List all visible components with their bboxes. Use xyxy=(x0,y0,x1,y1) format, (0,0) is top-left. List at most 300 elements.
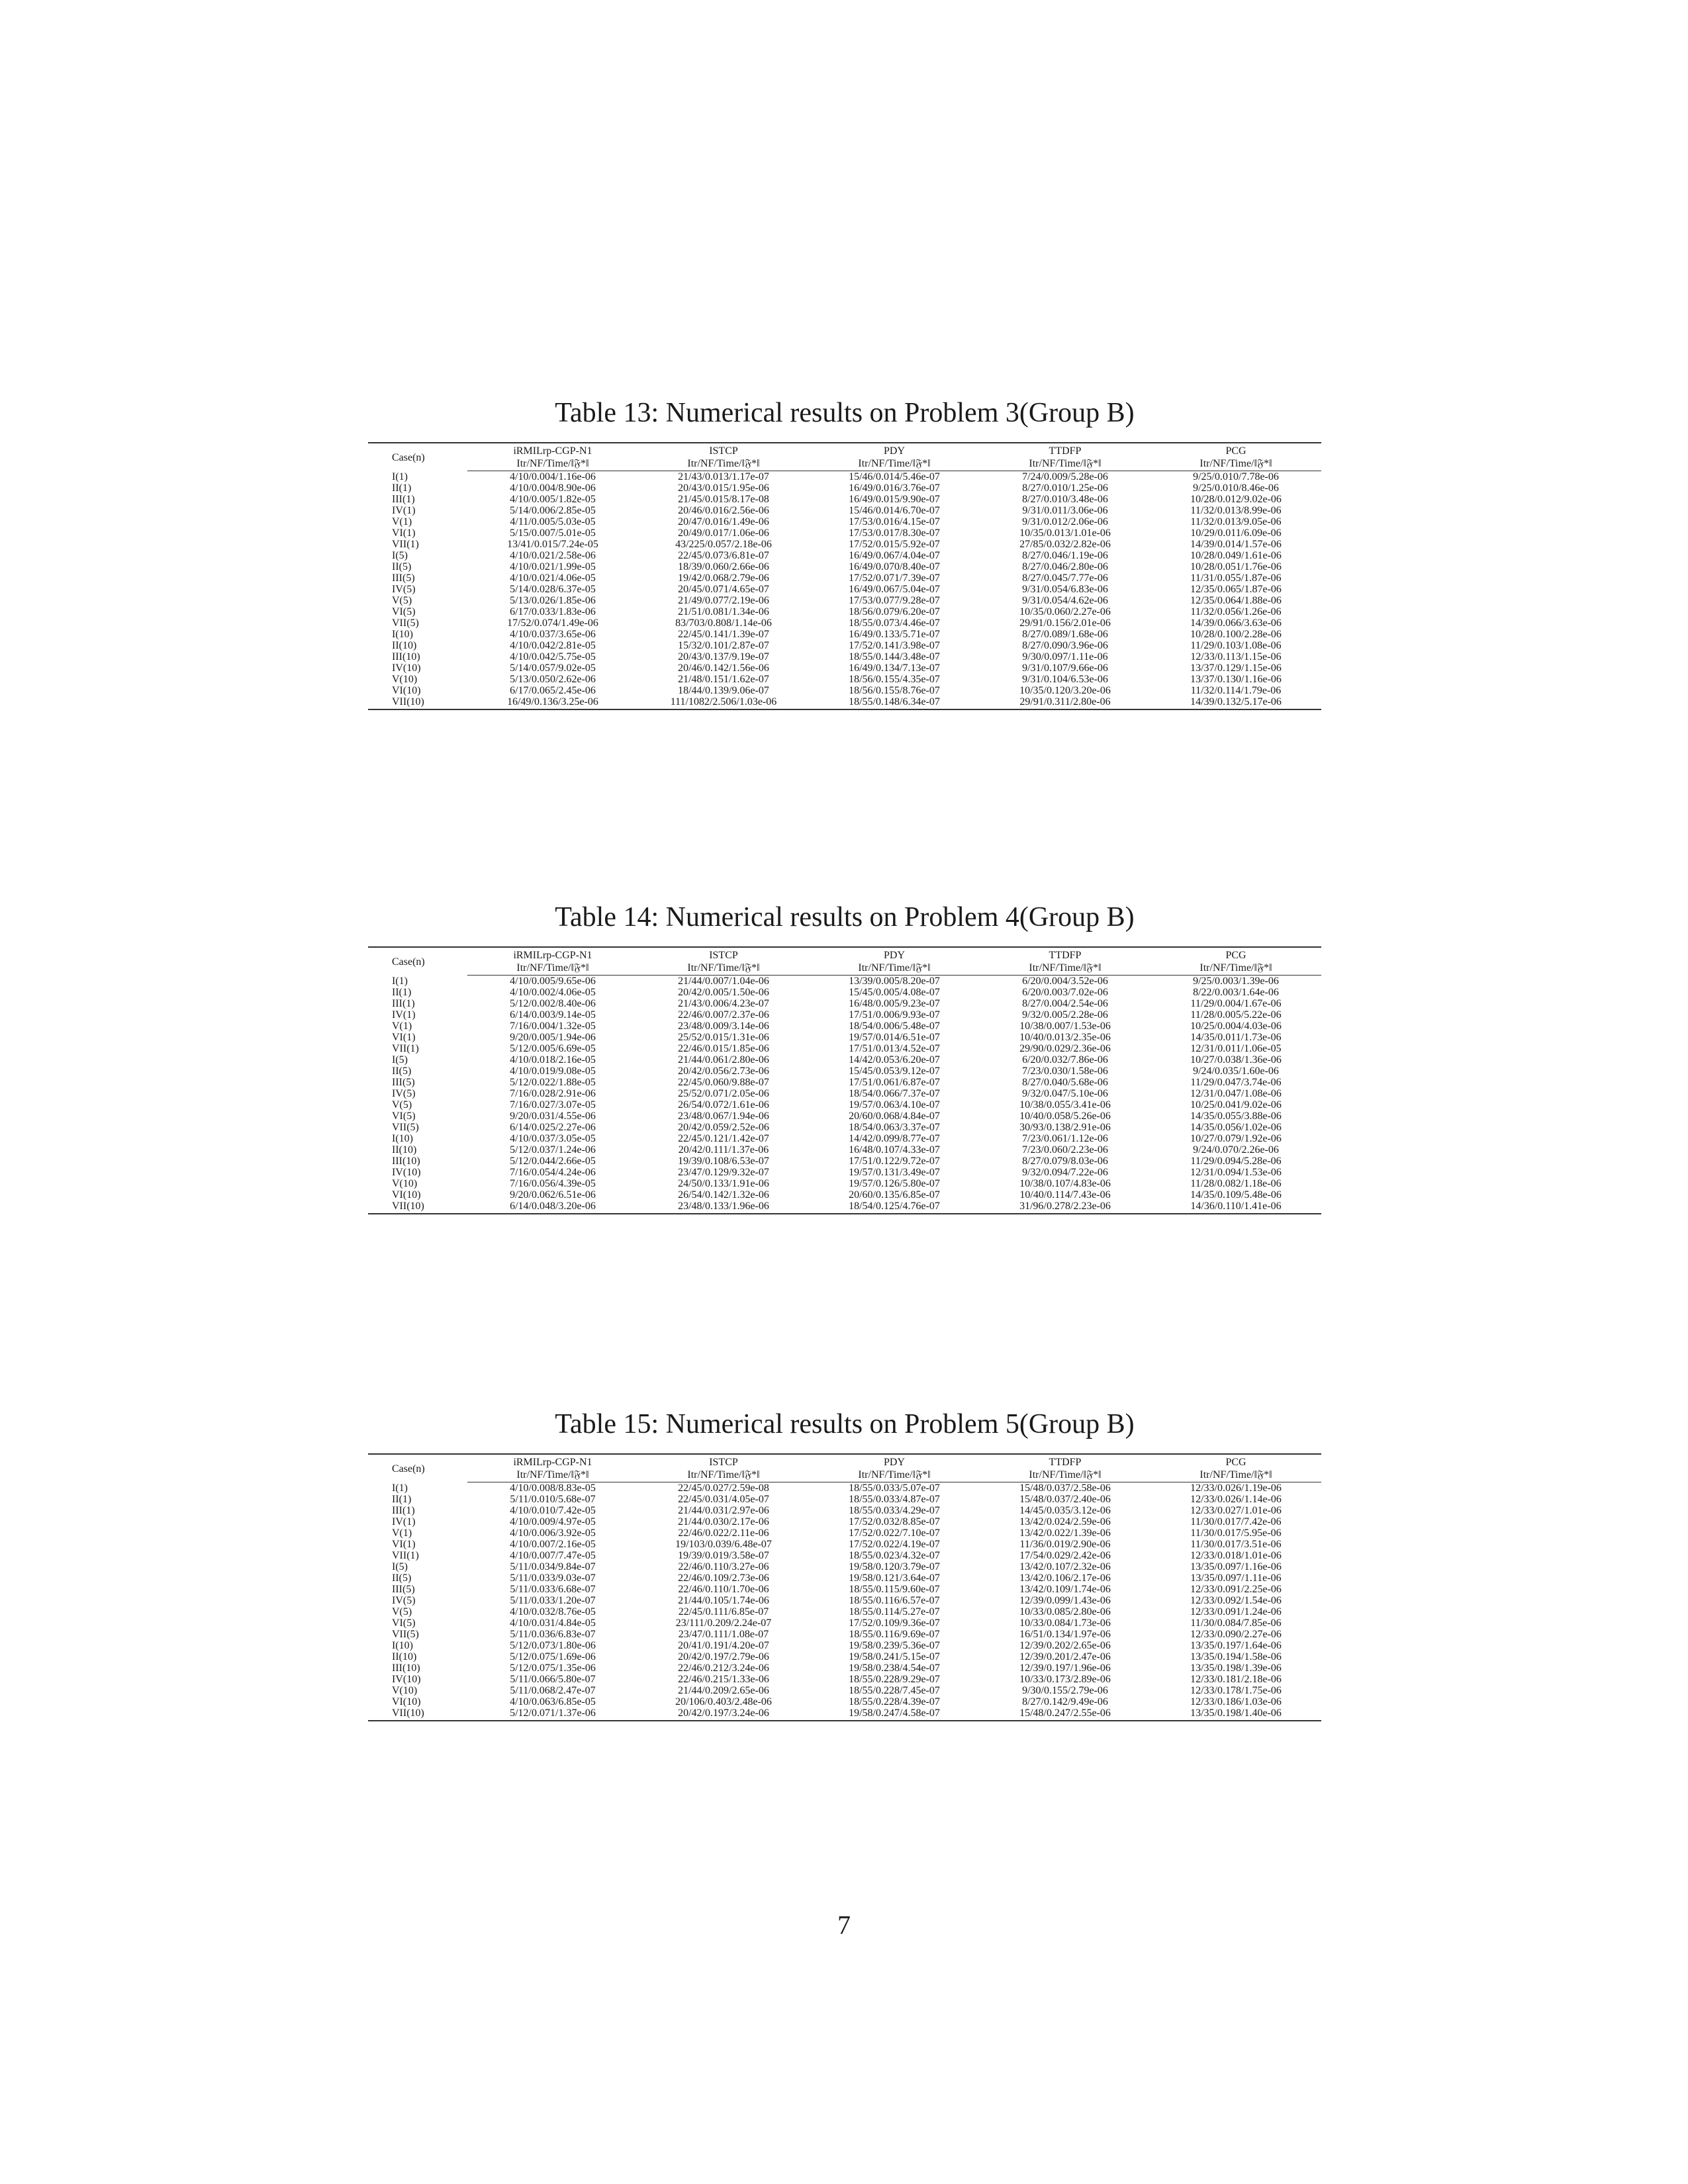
table-caption: Table 14: Numerical results on Problem 4(Group B) xyxy=(555,902,1135,933)
result-cell: 4/10/0.021/1.99e-05 xyxy=(510,561,596,572)
result-cell: 5/11/0.033/9.03e-07 xyxy=(510,1572,596,1584)
result-cell: 4/10/0.007/7.47e-05 xyxy=(510,1550,596,1561)
metric-subheader: Itr/NF/Time/‖𝔉*‖ xyxy=(809,962,980,976)
result-cell: 8/27/0.142/9.49e-06 xyxy=(1022,1696,1108,1707)
result-cell: 22/46/0.110/1.70e-06 xyxy=(678,1584,769,1595)
result-cell: 4/10/0.005/1.82e-05 xyxy=(510,494,596,505)
table-row xyxy=(368,617,1321,629)
result-cell: 10/40/0.058/5.26e-06 xyxy=(1019,1111,1111,1122)
result-cell: 11/29/0.094/5.28e-06 xyxy=(1190,1156,1282,1167)
method-header: iRMILrp-CGP-N1 xyxy=(467,443,638,457)
case-label-cell: VII(10) xyxy=(368,1201,467,1214)
table-row xyxy=(368,640,1321,651)
table-row xyxy=(368,1606,1321,1617)
result-cell: 16/48/0.005/9.23e-07 xyxy=(849,998,940,1009)
result-cell: 10/28/0.051/1.76e-06 xyxy=(1190,561,1282,572)
result-cell: 13/37/0.129/1.15e-06 xyxy=(1190,662,1282,674)
result-cell: 14/35/0.109/5.48e-06 xyxy=(1190,1189,1282,1201)
result-cell: 8/27/0.010/3.48e-06 xyxy=(1022,494,1108,505)
result-cell: 17/51/0.122/9.72e-07 xyxy=(849,1156,940,1167)
result-cell: 18/55/0.116/9.69e-07 xyxy=(849,1629,940,1640)
result-cell: 9/30/0.155/2.79e-06 xyxy=(1022,1685,1108,1696)
result-cell: 12/35/0.064/1.88e-06 xyxy=(1190,595,1282,606)
result-cell: 18/55/0.116/6.57e-07 xyxy=(849,1595,940,1606)
result-cell: 17/51/0.006/9.93e-07 xyxy=(849,1009,940,1021)
result-cell: 5/14/0.006/2.85e-05 xyxy=(510,505,596,516)
result-cell: 25/52/0.015/1.31e-06 xyxy=(678,1032,769,1043)
result-cell: 14/39/0.066/3.63e-06 xyxy=(1190,617,1282,629)
result-cell: 5/12/0.075/1.35e-06 xyxy=(510,1662,596,1674)
case-label-cell: I(5) xyxy=(392,1054,408,1066)
result-cell: 20/42/0.056/2.73e-06 xyxy=(678,1066,769,1077)
result-cell: 17/54/0.029/2.42e-06 xyxy=(1019,1550,1111,1561)
result-cell: 16/49/0.133/5.71e-07 xyxy=(849,629,940,640)
table-row xyxy=(368,595,1321,606)
result-cell: 5/12/0.022/1.88e-05 xyxy=(510,1077,596,1088)
result-cell: 10/38/0.007/1.53e-06 xyxy=(1019,1021,1111,1032)
result-cell: 19/57/0.131/3.49e-07 xyxy=(849,1167,940,1178)
result-cell: 22/45/0.031/4.05e-07 xyxy=(678,1494,769,1505)
result-cell: 5/11/0.033/1.20e-07 xyxy=(510,1595,596,1606)
result-cell: 12/31/0.094/1.53e-06 xyxy=(1190,1167,1282,1178)
result-cell: 10/33/0.173/2.89e-06 xyxy=(1019,1674,1111,1685)
method-header: PCG xyxy=(1150,947,1321,962)
result-cell: 17/52/0.015/5.92e-07 xyxy=(849,539,940,550)
case-label-cell: II(1) xyxy=(392,987,412,998)
case-label-cell: V(5) xyxy=(392,1099,412,1111)
result-cell: 22/45/0.073/6.81e-07 xyxy=(678,550,769,561)
page-number: 7 xyxy=(837,1910,851,1940)
method-header: PDY xyxy=(809,443,980,457)
table-row xyxy=(368,572,1321,584)
table-row xyxy=(368,1629,1321,1640)
table-row xyxy=(368,1685,1321,1696)
table-row xyxy=(368,1516,1321,1527)
result-cell: 6/14/0.025/2.27e-06 xyxy=(510,1122,596,1133)
result-cell: 10/25/0.004/4.03e-06 xyxy=(1190,1021,1282,1032)
result-cell: 6/14/0.003/9.14e-05 xyxy=(510,1009,596,1021)
result-cell: 21/44/0.007/1.04e-06 xyxy=(678,976,769,987)
result-cell: 7/16/0.027/3.07e-05 xyxy=(510,1099,596,1111)
result-cell: 21/43/0.013/1.17e-07 xyxy=(678,471,769,482)
case-label-cell: III(10) xyxy=(392,1662,420,1674)
result-cell: 19/58/0.121/3.64e-07 xyxy=(849,1572,940,1584)
result-cell: 22/46/0.015/1.85e-06 xyxy=(678,1043,769,1054)
result-cell: 9/20/0.062/6.51e-06 xyxy=(510,1189,596,1201)
result-cell: 5/11/0.034/9.84e-07 xyxy=(510,1561,596,1572)
result-cell: 31/96/0.278/2.23e-06 xyxy=(980,1201,1150,1214)
case-label-cell: VI(1) xyxy=(392,1032,416,1043)
result-cell: 12/33/0.026/1.19e-06 xyxy=(1190,1482,1282,1494)
result-cell: 4/10/0.063/6.85e-05 xyxy=(510,1696,596,1707)
result-cell: 4/10/0.004/1.16e-06 xyxy=(510,471,596,482)
result-cell: 18/55/0.148/6.34e-07 xyxy=(809,696,980,709)
table-row xyxy=(368,662,1321,674)
result-cell: 22/46/0.212/3.24e-06 xyxy=(678,1662,769,1674)
table-row xyxy=(368,1189,1321,1201)
case-label-cell: IV(5) xyxy=(392,584,416,595)
result-cell: 14/35/0.055/3.88e-06 xyxy=(1190,1111,1282,1122)
result-cell: 12/33/0.178/1.75e-06 xyxy=(1190,1685,1282,1696)
results-table xyxy=(368,1453,1321,1721)
result-cell: 19/103/0.039/6.48e-07 xyxy=(675,1539,772,1550)
result-cell: 12/33/0.113/1.15e-06 xyxy=(1190,651,1282,662)
result-cell: 18/55/0.228/9.29e-07 xyxy=(849,1674,940,1685)
result-cell: 5/11/0.066/5.80e-07 xyxy=(510,1674,596,1685)
result-cell: 9/31/0.107/9.66e-06 xyxy=(1022,662,1108,674)
case-label-cell: I(5) xyxy=(392,1561,408,1572)
result-cell: 20/42/0.005/1.50e-06 xyxy=(678,987,769,998)
case-label-cell: III(10) xyxy=(392,1156,420,1167)
result-cell: 11/29/0.047/3.74e-06 xyxy=(1190,1077,1282,1088)
table-caption: Table 13: Numerical results on Problem 3(Group B) xyxy=(555,398,1135,428)
result-cell: 20/43/0.137/9.19e-07 xyxy=(678,651,769,662)
result-cell: 12/33/0.027/1.01e-06 xyxy=(1190,1505,1282,1516)
case-label-cell: I(10) xyxy=(392,1133,413,1144)
case-label-cell: V(10) xyxy=(392,1685,418,1696)
result-cell: 18/55/0.144/3.48e-07 xyxy=(849,651,940,662)
table-row xyxy=(368,1640,1321,1651)
table-row xyxy=(368,998,1321,1009)
result-cell: 5/11/0.010/5.68e-07 xyxy=(510,1494,596,1505)
result-cell: 17/51/0.013/4.52e-07 xyxy=(849,1043,940,1054)
result-cell: 21/44/0.031/2.97e-06 xyxy=(678,1505,769,1516)
case-label-cell: V(5) xyxy=(392,1606,412,1617)
result-cell: 20/106/0.403/2.48e-06 xyxy=(675,1696,772,1707)
result-cell: 18/55/0.073/4.46e-07 xyxy=(849,617,940,629)
result-cell: 5/11/0.033/6.68e-07 xyxy=(510,1584,596,1595)
result-cell: 26/54/0.072/1.61e-06 xyxy=(678,1099,769,1111)
result-cell: 20/47/0.016/1.49e-06 xyxy=(678,516,769,527)
result-cell: 4/10/0.004/8.90e-06 xyxy=(510,482,596,494)
result-cell: 9/31/0.054/4.62e-06 xyxy=(1022,595,1108,606)
result-cell: 9/31/0.012/2.06e-06 xyxy=(1022,516,1108,527)
result-cell: 15/48/0.247/2.55e-06 xyxy=(980,1707,1150,1721)
result-cell: 8/27/0.004/2.54e-06 xyxy=(1022,998,1108,1009)
table-row xyxy=(368,1077,1321,1088)
table-row xyxy=(368,1696,1321,1707)
metric-subheader: Itr/NF/Time/‖𝔉*‖ xyxy=(1150,457,1321,471)
result-cell: 10/38/0.055/3.41e-06 xyxy=(1019,1099,1111,1111)
method-header: PCG xyxy=(1150,1454,1321,1469)
case-label-cell: II(5) xyxy=(392,561,412,572)
table-14-block xyxy=(368,900,1321,1214)
table-row xyxy=(368,550,1321,561)
table-row xyxy=(368,1494,1321,1505)
case-label-cell: I(10) xyxy=(392,629,413,640)
table-row xyxy=(368,527,1321,539)
result-cell: 21/44/0.105/1.74e-06 xyxy=(678,1595,769,1606)
metric-subheader: Itr/NF/Time/‖𝔉*‖ xyxy=(638,962,809,976)
table-row xyxy=(368,674,1321,685)
case-label-cell: VII(1) xyxy=(392,539,419,550)
result-cell: 18/54/0.066/7.37e-07 xyxy=(849,1088,940,1099)
method-header: TTDFP xyxy=(980,947,1150,962)
result-cell: 6/20/0.004/3.52e-06 xyxy=(1022,976,1108,987)
result-cell: 8/27/0.045/7.77e-06 xyxy=(1022,572,1108,584)
result-cell: 4/10/0.037/3.05e-05 xyxy=(510,1133,596,1144)
result-cell: 21/44/0.030/2.17e-06 xyxy=(678,1516,769,1527)
result-cell: 11/32/0.114/1.79e-06 xyxy=(1190,685,1282,696)
table-row xyxy=(368,1707,1321,1721)
case-label-cell: I(10) xyxy=(392,1640,413,1651)
table-row xyxy=(368,1482,1321,1494)
result-cell: 20/60/0.068/4.84e-07 xyxy=(849,1111,940,1122)
result-cell: 12/33/0.091/2.25e-06 xyxy=(1190,1584,1282,1595)
table-row xyxy=(368,976,1321,987)
result-cell: 13/37/0.130/1.16e-06 xyxy=(1190,674,1282,685)
result-cell: 17/52/0.141/3.98e-07 xyxy=(849,640,940,651)
result-cell: 16/48/0.107/4.33e-07 xyxy=(849,1144,940,1156)
result-cell: 9/25/0.010/8.46e-06 xyxy=(1193,482,1279,494)
result-cell: 17/52/0.074/1.49e-06 xyxy=(507,617,598,629)
result-cell: 23/48/0.133/1.96e-06 xyxy=(638,1201,809,1214)
case-label-cell: I(5) xyxy=(392,550,408,561)
method-header: PCG xyxy=(1150,443,1321,457)
case-label-cell: III(1) xyxy=(392,1505,415,1516)
table-row xyxy=(368,1144,1321,1156)
metric-subheader: Itr/NF/Time/‖𝔉*‖ xyxy=(467,962,638,976)
table-row xyxy=(368,1009,1321,1021)
result-cell: 4/10/0.006/3.92e-05 xyxy=(510,1527,596,1539)
result-cell: 17/53/0.017/8.30e-07 xyxy=(849,527,940,539)
result-cell: 12/33/0.181/2.18e-06 xyxy=(1190,1674,1282,1685)
result-cell: 21/49/0.077/2.19e-06 xyxy=(678,595,769,606)
result-cell: 4/11/0.005/5.03e-05 xyxy=(510,516,596,527)
result-cell: 20/42/0.197/3.24e-06 xyxy=(638,1707,809,1721)
result-cell: 8/27/0.046/2.80e-06 xyxy=(1022,561,1108,572)
result-cell: 5/12/0.002/8.40e-06 xyxy=(510,998,596,1009)
result-cell: 13/35/0.097/1.11e-06 xyxy=(1190,1572,1282,1584)
results-table xyxy=(368,442,1321,710)
result-cell: 25/52/0.071/2.05e-06 xyxy=(678,1088,769,1099)
result-cell: 21/48/0.151/1.62e-07 xyxy=(678,674,769,685)
case-label-cell: VII(5) xyxy=(392,617,419,629)
result-cell: 14/45/0.035/3.12e-06 xyxy=(1019,1505,1111,1516)
result-cell: 4/10/0.021/2.58e-06 xyxy=(510,550,596,561)
result-cell: 11/29/0.103/1.08e-06 xyxy=(1190,640,1282,651)
result-cell: 10/40/0.013/2.35e-06 xyxy=(1019,1032,1111,1043)
result-cell: 4/10/0.032/8.76e-05 xyxy=(510,1606,596,1617)
result-cell: 13/42/0.107/2.32e-06 xyxy=(1019,1561,1111,1572)
result-cell: 20/42/0.197/2.79e-06 xyxy=(678,1651,769,1662)
result-cell: 23/47/0.111/1.08e-07 xyxy=(678,1629,769,1640)
result-cell: 10/35/0.013/1.01e-06 xyxy=(1019,527,1111,539)
result-cell: 5/12/0.037/1.24e-06 xyxy=(510,1144,596,1156)
result-cell: 8/22/0.003/1.64e-06 xyxy=(1193,987,1279,998)
result-cell: 7/24/0.009/5.28e-06 xyxy=(1022,471,1108,482)
result-cell: 19/57/0.063/4.10e-07 xyxy=(849,1099,940,1111)
result-cell: 10/25/0.041/9.02e-06 xyxy=(1190,1099,1282,1111)
case-label-cell: V(10) xyxy=(392,1178,418,1189)
result-cell: 10/27/0.079/1.92e-06 xyxy=(1190,1133,1282,1144)
table-row xyxy=(368,1539,1321,1550)
table-row xyxy=(368,1111,1321,1122)
result-cell: 12/33/0.091/1.24e-06 xyxy=(1190,1606,1282,1617)
result-cell: 18/56/0.079/6.20e-07 xyxy=(849,606,940,617)
result-cell: 83/703/0.808/1.14e-06 xyxy=(675,617,772,629)
case-label-cell: IV(10) xyxy=(392,1167,421,1178)
result-cell: 17/52/0.032/8.85e-07 xyxy=(849,1516,940,1527)
result-cell: 15/45/0.005/4.08e-07 xyxy=(849,987,940,998)
table-row xyxy=(368,1505,1321,1516)
case-label-cell: IV(5) xyxy=(392,1088,416,1099)
case-label-cell: II(10) xyxy=(392,1651,417,1662)
case-label-cell: VII(1) xyxy=(392,1043,419,1054)
result-cell: 9/32/0.094/7.22e-06 xyxy=(1022,1167,1108,1178)
result-cell: 12/39/0.197/1.96e-06 xyxy=(1019,1662,1111,1674)
case-label-cell: II(10) xyxy=(392,640,417,651)
case-label-cell: VII(10) xyxy=(368,696,467,709)
case-label-cell: I(1) xyxy=(392,1482,408,1494)
case-label-cell: IV(10) xyxy=(392,1674,421,1685)
result-cell: 16/49/0.015/9.90e-07 xyxy=(849,494,940,505)
case-label-cell: II(5) xyxy=(392,1066,412,1077)
result-cell: 26/54/0.142/1.32e-06 xyxy=(678,1189,769,1201)
result-cell: 13/35/0.198/1.39e-06 xyxy=(1190,1662,1282,1674)
result-cell: 11/31/0.055/1.87e-06 xyxy=(1190,572,1282,584)
result-cell: 14/42/0.053/6.20e-07 xyxy=(849,1054,940,1066)
result-cell: 14/39/0.014/1.57e-06 xyxy=(1190,539,1282,550)
table-body xyxy=(368,471,1321,710)
result-cell: 18/56/0.155/8.76e-07 xyxy=(849,685,940,696)
result-cell: 9/31/0.054/6.83e-06 xyxy=(1022,584,1108,595)
table-row xyxy=(368,1066,1321,1077)
result-cell: 7/16/0.056/4.39e-05 xyxy=(510,1178,596,1189)
result-cell: 8/27/0.079/8.03e-06 xyxy=(1022,1156,1108,1167)
result-cell: 13/35/0.198/1.40e-06 xyxy=(1150,1707,1321,1721)
result-cell: 17/51/0.061/6.87e-07 xyxy=(849,1077,940,1088)
result-cell: 9/24/0.035/1.60e-06 xyxy=(1193,1066,1279,1077)
result-cell: 5/12/0.005/6.69e-05 xyxy=(510,1043,596,1054)
result-cell: 20/46/0.016/2.56e-06 xyxy=(678,505,769,516)
result-cell: 9/25/0.010/7.78e-06 xyxy=(1193,471,1279,482)
result-cell: 18/55/0.228/4.39e-07 xyxy=(849,1696,940,1707)
result-cell: 14/42/0.099/8.77e-07 xyxy=(849,1133,940,1144)
case-label-cell: III(10) xyxy=(392,651,420,662)
table-15-block xyxy=(368,1407,1321,1721)
case-label-cell: VI(10) xyxy=(392,1696,421,1707)
result-cell: 19/39/0.108/6.53e-07 xyxy=(678,1156,769,1167)
table-row xyxy=(368,1088,1321,1099)
table-row xyxy=(368,1054,1321,1066)
table-row xyxy=(368,561,1321,572)
result-cell: 10/40/0.114/7.43e-06 xyxy=(1019,1189,1111,1201)
table-row xyxy=(368,584,1321,595)
table-row xyxy=(368,505,1321,516)
result-cell: 12/39/0.099/1.43e-06 xyxy=(1019,1595,1111,1606)
result-cell: 12/33/0.026/1.14e-06 xyxy=(1190,1494,1282,1505)
result-cell: 21/43/0.006/4.23e-07 xyxy=(678,998,769,1009)
result-cell: 19/58/0.120/3.79e-07 xyxy=(849,1561,940,1572)
result-cell: 24/50/0.133/1.91e-06 xyxy=(678,1178,769,1189)
table-body xyxy=(368,976,1321,1214)
metric-subheader: Itr/NF/Time/‖𝔉*‖ xyxy=(980,962,1150,976)
case-label-cell: VI(1) xyxy=(392,527,416,539)
result-cell: 18/55/0.033/4.29e-07 xyxy=(849,1505,940,1516)
result-cell: 23/48/0.067/1.94e-06 xyxy=(678,1111,769,1122)
result-cell: 18/55/0.033/5.07e-07 xyxy=(849,1482,940,1494)
result-cell: 17/52/0.109/9.36e-07 xyxy=(849,1617,940,1629)
case-label-cell: III(5) xyxy=(392,572,415,584)
result-cell: 20/42/0.059/2.52e-06 xyxy=(678,1122,769,1133)
result-cell: 20/41/0.191/4.20e-07 xyxy=(678,1640,769,1651)
case-label-cell: III(1) xyxy=(392,998,415,1009)
result-cell: 16/49/0.136/3.25e-06 xyxy=(467,696,638,709)
case-label-cell: IV(1) xyxy=(392,505,416,516)
result-cell: 9/24/0.070/2.26e-06 xyxy=(1193,1144,1279,1156)
case-label-cell: VII(5) xyxy=(392,1122,419,1133)
case-label-cell: II(10) xyxy=(392,1144,417,1156)
metric-subheader: Itr/NF/Time/‖𝔉*‖ xyxy=(980,1469,1150,1482)
result-cell: 12/35/0.065/1.87e-06 xyxy=(1190,584,1282,595)
table-13-block xyxy=(368,396,1321,710)
case-label-cell: VI(5) xyxy=(392,1617,416,1629)
result-cell: 21/45/0.015/8.17e-08 xyxy=(678,494,769,505)
table-row xyxy=(368,1032,1321,1043)
table-row xyxy=(368,516,1321,527)
table-row xyxy=(368,685,1321,696)
method-header: PDY xyxy=(809,1454,980,1469)
result-cell: 22/46/0.110/3.27e-06 xyxy=(678,1561,769,1572)
result-cell: 29/91/0.311/2.80e-06 xyxy=(980,696,1150,709)
result-cell: 10/29/0.011/6.09e-06 xyxy=(1190,527,1282,539)
result-cell: 18/55/0.023/4.32e-07 xyxy=(849,1550,940,1561)
result-cell: 4/10/0.009/4.97e-05 xyxy=(510,1516,596,1527)
method-header: TTDFP xyxy=(980,1454,1150,1469)
result-cell: 14/35/0.056/1.02e-06 xyxy=(1190,1122,1282,1133)
method-header: PDY xyxy=(809,947,980,962)
result-cell: 9/20/0.031/4.55e-06 xyxy=(510,1111,596,1122)
case-label-cell: VI(5) xyxy=(392,1111,416,1122)
result-cell: 13/42/0.024/2.59e-06 xyxy=(1019,1516,1111,1527)
result-cell: 7/23/0.060/2.23e-06 xyxy=(1022,1144,1108,1156)
result-cell: 10/27/0.038/1.36e-06 xyxy=(1190,1054,1282,1066)
result-cell: 20/42/0.111/1.37e-06 xyxy=(678,1144,769,1156)
result-cell: 10/33/0.085/2.80e-06 xyxy=(1019,1606,1111,1617)
result-cell: 11/32/0.013/8.99e-06 xyxy=(1190,505,1282,516)
case-label-cell: VII(10) xyxy=(368,1707,467,1721)
result-cell: 17/53/0.077/9.28e-07 xyxy=(849,595,940,606)
case-column-header: Case(n) xyxy=(368,443,467,471)
result-cell: 5/14/0.028/6.37e-05 xyxy=(510,584,596,595)
result-cell: 6/20/0.032/7.86e-06 xyxy=(1022,1054,1108,1066)
result-cell: 7/16/0.028/2.91e-06 xyxy=(510,1088,596,1099)
result-cell: 4/10/0.037/3.65e-06 xyxy=(510,629,596,640)
metric-subheader: Itr/NF/Time/‖𝔉*‖ xyxy=(809,457,980,471)
results-table xyxy=(368,946,1321,1214)
result-cell: 17/52/0.071/7.39e-07 xyxy=(849,572,940,584)
result-cell: 12/31/0.047/1.08e-06 xyxy=(1190,1088,1282,1099)
result-cell: 16/49/0.070/8.40e-07 xyxy=(849,561,940,572)
result-cell: 5/13/0.026/1.85e-06 xyxy=(510,595,596,606)
result-cell: 19/57/0.126/5.80e-07 xyxy=(849,1178,940,1189)
result-cell: 14/39/0.132/5.17e-06 xyxy=(1150,696,1321,709)
result-cell: 5/11/0.068/2.47e-07 xyxy=(510,1685,596,1696)
result-cell: 9/31/0.011/3.06e-06 xyxy=(1022,505,1108,516)
result-cell: 5/14/0.057/9.02e-05 xyxy=(510,662,596,674)
result-cell: 7/16/0.054/4.24e-06 xyxy=(510,1167,596,1178)
case-label-cell: VII(1) xyxy=(392,1550,419,1561)
table-row xyxy=(368,1167,1321,1178)
result-cell: 5/12/0.075/1.69e-06 xyxy=(510,1651,596,1662)
result-cell: 18/54/0.006/5.48e-07 xyxy=(849,1021,940,1032)
table-row xyxy=(368,1584,1321,1595)
result-cell: 20/45/0.071/4.65e-07 xyxy=(678,584,769,595)
result-cell: 4/10/0.042/2.81e-05 xyxy=(510,640,596,651)
result-cell: 4/10/0.002/4.06e-05 xyxy=(510,987,596,998)
case-label-cell: V(1) xyxy=(392,516,412,527)
